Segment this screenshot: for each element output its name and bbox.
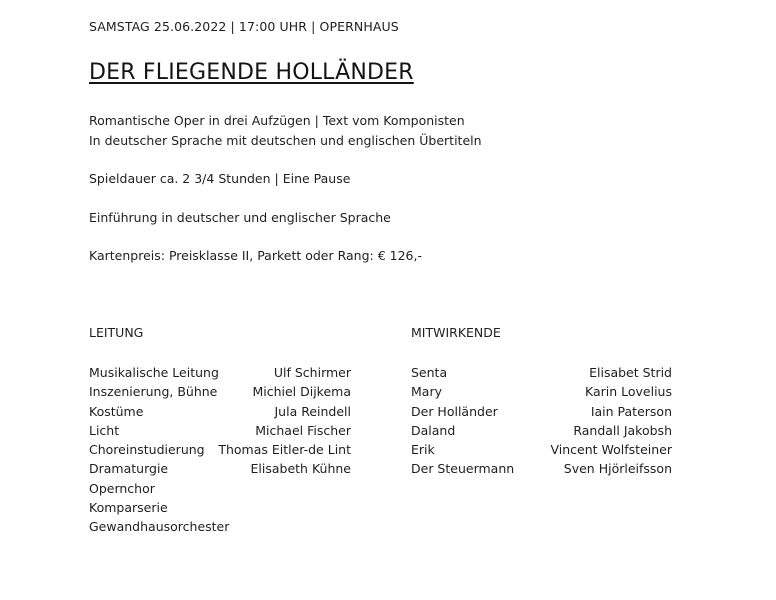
cast-row [411, 382, 672, 401]
description-line-language: In deutscher Sprache mit deutschen und englischen Übertiteln [89, 133, 482, 148]
page-title: DER FLIEGENDE HOLLÄNDER [89, 60, 414, 85]
leitung-role: Musikalische Leitung [89, 365, 219, 380]
leitung-row [89, 363, 351, 382]
cast-role: Erik [411, 442, 435, 458]
event-date-line: SAMSTAG 25.06.2022 | 17:00 UHR | OPERNHAUS [89, 19, 399, 34]
leitung-role: Komparserie [89, 500, 168, 516]
cast-name: Randall Jakobsh [573, 422, 672, 438]
mitwirkende-list [411, 363, 672, 479]
cast-role: Der Holländer [411, 403, 498, 419]
cast-name: Iain Paterson [590, 403, 672, 419]
leitung-row [89, 498, 351, 517]
mitwirkende-heading: MITWIRKENDE [411, 325, 501, 340]
cast-name: Vincent Wolfsteiner [550, 442, 672, 458]
cast-row [411, 421, 672, 440]
cast-row [411, 363, 672, 382]
cast-role: Daland [411, 422, 456, 438]
leitung-name: Michiel Dijkema [252, 384, 351, 400]
leitung-name: Michael Fischer [255, 422, 351, 438]
leitung-role: Dramaturgie [89, 461, 169, 477]
cast-name: Sven Hjörleifsson [563, 461, 672, 477]
leitung-role: Licht [89, 422, 120, 438]
leitung-name: Jula Reindell [274, 403, 351, 419]
leitung-name: Elisabeth Kühne [250, 461, 351, 477]
leitung-row [89, 421, 351, 440]
cast-row [411, 440, 672, 459]
cast-role: Mary [411, 384, 442, 400]
leitung-row [89, 517, 351, 536]
leitung-row [89, 440, 351, 459]
leitung-heading: LEITUNG [89, 325, 144, 340]
leitung-role: Gewandhausorchester [89, 519, 230, 535]
opera-description [89, 111, 482, 151]
leitung-role: Inszenierung, Bühne [89, 384, 218, 400]
ticket-price-text: Kartenpreis: Preisklasse II, Parkett oder Rang: € 126,- [89, 248, 422, 263]
cast-name: Elisabet Strid [589, 365, 672, 380]
leitung-row [89, 459, 351, 478]
leitung-list [89, 363, 351, 537]
cast-role: Senta [411, 365, 448, 380]
description-line-genre: Romantische Oper in drei Aufzügen | Text vom Komponisten [89, 113, 465, 128]
cast-role: Der Steuermann [411, 461, 515, 477]
leitung-role: Choreinstudierung [89, 442, 205, 458]
introduction-text: Einführung in deutscher und englischer Sprache [89, 210, 391, 225]
leitung-name: Ulf Schirmer [273, 365, 351, 380]
leitung-role: Kostüme [89, 403, 144, 419]
leitung-name: Thomas Eitler-de Lint [218, 442, 351, 458]
leitung-row [89, 382, 351, 401]
cast-row [411, 459, 672, 478]
leitung-row [89, 402, 351, 421]
leitung-row [89, 479, 351, 498]
duration-text: Spieldauer ca. 2 3/4 Stunden | Eine Pause [89, 171, 351, 186]
cast-row [411, 402, 672, 421]
leitung-role: Opernchor [89, 480, 155, 496]
cast-name: Karin Lovelius [584, 384, 672, 400]
